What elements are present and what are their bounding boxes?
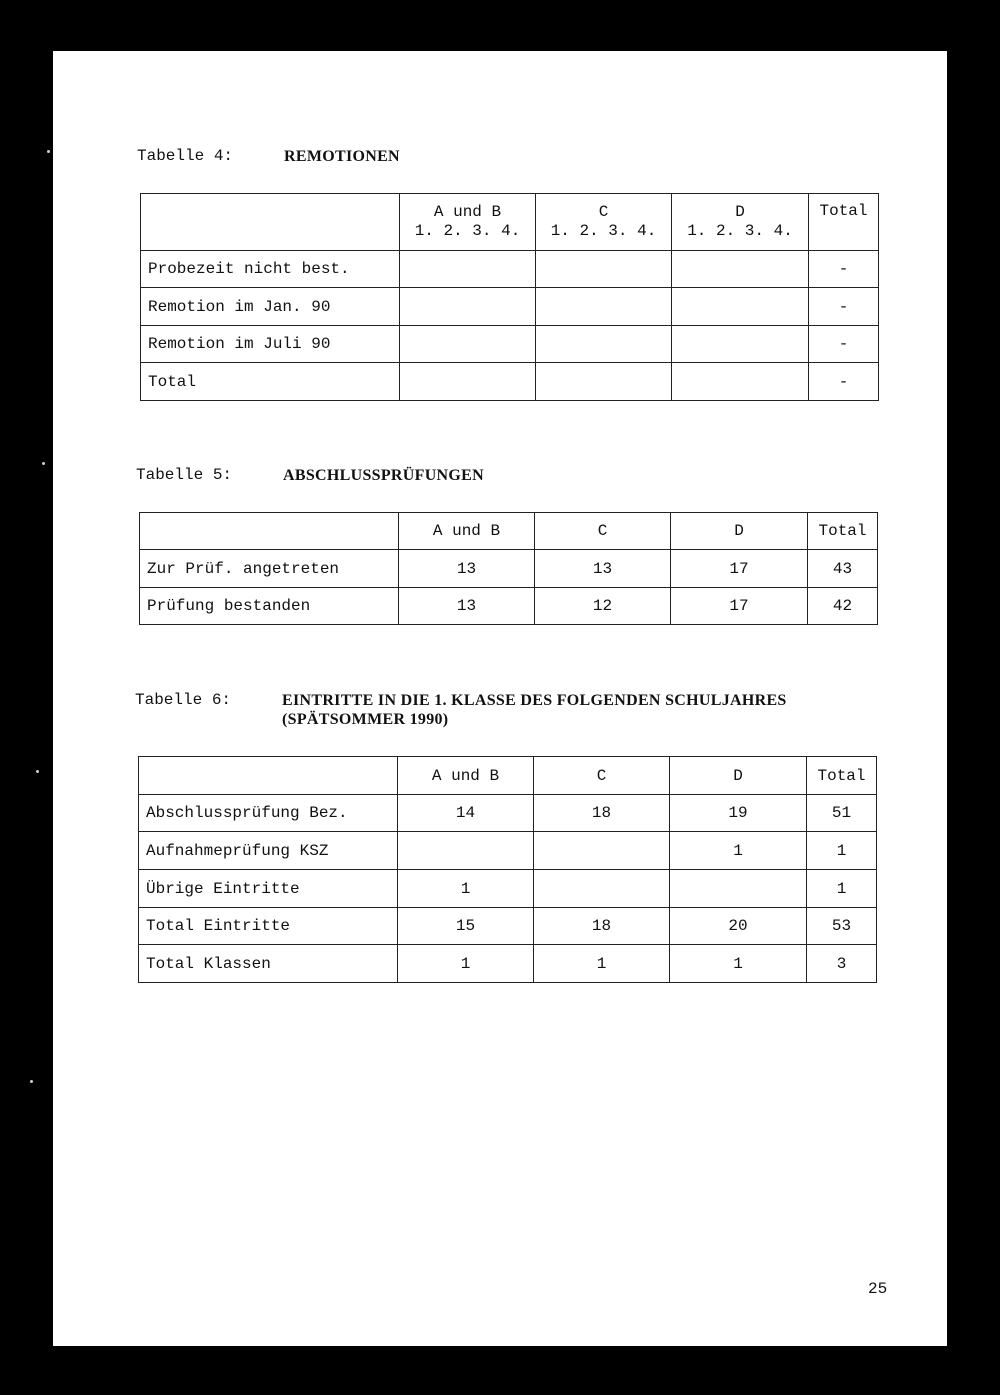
- table-6-title-line-1: EINTRITTE IN DIE 1. KLASSE DES FOLGENDEN SCHULJAHRES: [282, 692, 787, 709]
- table-cell: -: [809, 288, 879, 326]
- table-cell: 3: [807, 945, 877, 983]
- table-6-label: Tabelle 6:: [135, 691, 232, 709]
- table-cell: 14: [398, 795, 534, 832]
- table-cell: 13: [535, 550, 671, 588]
- column-header-a-und-b: A und B: [398, 757, 534, 795]
- column-subheader-label: 1. 2. 3. 4.: [414, 222, 521, 240]
- table-row: [141, 363, 879, 401]
- column-header-label: D: [735, 203, 745, 221]
- row-label: Total Eintritte: [139, 908, 398, 945]
- table-4-remotionen: [140, 193, 879, 401]
- table-cell: [536, 288, 672, 326]
- table-cell: 51: [807, 795, 877, 832]
- row-label: Zur Prüf. angetreten: [140, 550, 399, 588]
- row-label: Abschlussprüfung Bez.: [139, 795, 398, 832]
- table-row: [139, 870, 877, 908]
- column-header-d: D: [671, 513, 808, 550]
- table-row: [139, 908, 877, 945]
- table-cell: 1: [807, 870, 877, 908]
- column-header-label: C: [598, 203, 609, 221]
- row-label: Total Klassen: [139, 945, 398, 983]
- column-header-c: [536, 194, 672, 251]
- table-cell: [672, 326, 809, 363]
- table-cell: 17: [671, 588, 808, 625]
- table-cell: 13: [399, 550, 535, 588]
- table-cell: [536, 326, 672, 363]
- table-cell: [400, 288, 536, 326]
- table-cell: [400, 326, 536, 363]
- table-row: [139, 832, 877, 870]
- column-header-total: Total: [808, 513, 878, 550]
- table-cell: 53: [807, 908, 877, 945]
- table-cell: [672, 363, 809, 401]
- table-cell: [536, 363, 672, 401]
- table-cell: 19: [670, 795, 807, 832]
- table-cell: -: [809, 251, 879, 288]
- row-label: Übrige Eintritte: [139, 870, 398, 908]
- table-cell: [400, 363, 536, 401]
- row-label: Total: [141, 363, 400, 401]
- table-cell: [400, 251, 536, 288]
- table-cell: [672, 251, 809, 288]
- table-cell: 1: [398, 945, 534, 983]
- row-label: Prüfung bestanden: [140, 588, 399, 625]
- table-cell: [534, 870, 670, 908]
- table-4-title: REMOTIONEN: [284, 148, 400, 165]
- table-cell: 42: [808, 588, 878, 625]
- column-header-a-und-b: [400, 194, 536, 251]
- column-header-c: C: [535, 513, 671, 550]
- table-cell: 17: [671, 550, 808, 588]
- table-cell: [534, 832, 670, 870]
- table-cell: 18: [534, 908, 670, 945]
- column-header-c: C: [534, 757, 670, 795]
- header-empty-cell: [141, 194, 400, 251]
- table-cell: 1: [670, 832, 807, 870]
- table-header-row: [140, 513, 878, 550]
- scan-speck: [36, 770, 39, 773]
- column-header-label: A und B: [433, 203, 502, 221]
- table-cell: [670, 870, 807, 908]
- table-cell: 18: [534, 795, 670, 832]
- column-header-d: [672, 194, 809, 251]
- table-5-label: Tabelle 5:: [136, 466, 233, 484]
- column-header-total: Total: [807, 757, 877, 795]
- scan-speck: [30, 1080, 33, 1083]
- column-subheader-label: 1. 2. 3. 4.: [550, 222, 657, 240]
- table-cell: 1: [807, 832, 877, 870]
- scan-speck: [42, 462, 45, 465]
- column-header-total: Total: [809, 194, 879, 251]
- document-page: [53, 51, 947, 1346]
- table-header-row: [139, 757, 877, 795]
- table-row: [141, 326, 879, 363]
- header-empty-cell: [140, 513, 399, 550]
- column-subheader-label: 1. 2. 3. 4.: [687, 222, 793, 240]
- table-cell: [398, 832, 534, 870]
- row-label: Aufnahmeprüfung KSZ: [139, 832, 398, 870]
- table-cell: 12: [535, 588, 671, 625]
- row-label: Remotion im Jan. 90: [141, 288, 400, 326]
- table-cell: -: [809, 363, 879, 401]
- table-row: [141, 251, 879, 288]
- header-empty-cell: [139, 757, 398, 795]
- column-header-d: D: [670, 757, 807, 795]
- page-number: 25: [868, 1280, 888, 1298]
- table-cell: 43: [808, 550, 878, 588]
- table-cell: 15: [398, 908, 534, 945]
- row-label: Remotion im Juli 90: [141, 326, 400, 363]
- table-header-row: [141, 194, 879, 251]
- table-6-title-line-2: (SPÄTSOMMER 1990): [282, 711, 449, 728]
- scan-speck: [47, 150, 50, 153]
- table-row: [140, 550, 878, 588]
- table-4-label: Tabelle 4:: [137, 147, 234, 165]
- table-cell: 1: [398, 870, 534, 908]
- table-cell: 1: [670, 945, 807, 983]
- table-5-abschlusspruefungen: [139, 512, 878, 625]
- table-cell: [536, 251, 672, 288]
- table-cell: 13: [399, 588, 535, 625]
- table-5-title: ABSCHLUSSPRÜFUNGEN: [283, 467, 484, 484]
- table-row: [140, 588, 878, 625]
- table-row: [139, 945, 877, 983]
- table-cell: 1: [534, 945, 670, 983]
- table-6-eintritte: [138, 756, 877, 983]
- table-cell: -: [809, 326, 879, 363]
- row-label: Probezeit nicht best.: [141, 251, 400, 288]
- table-cell: 20: [670, 908, 807, 945]
- table-row: [141, 288, 879, 326]
- table-row: [139, 795, 877, 832]
- column-header-a-und-b: A und B: [399, 513, 535, 550]
- table-cell: [672, 288, 809, 326]
